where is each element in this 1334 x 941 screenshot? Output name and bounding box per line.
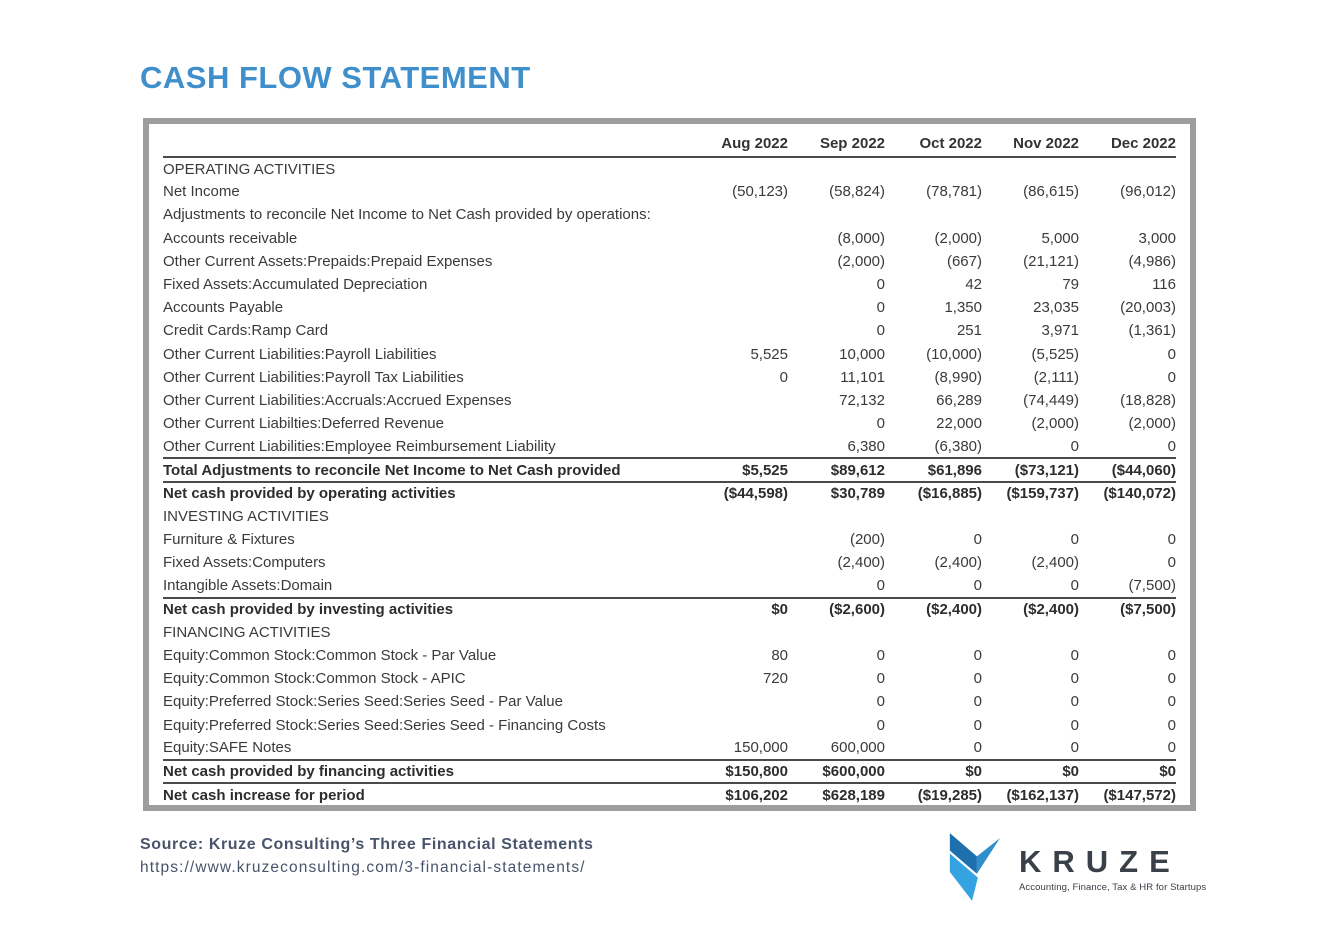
cell-value: $150,800 xyxy=(691,760,788,783)
cell-value: 0 xyxy=(1167,345,1176,363)
row-label: Other Current Liabilities:Payroll Liabilities xyxy=(163,345,437,363)
row-label: Net cash provided by financing activities xyxy=(163,760,691,783)
row-label: Adjustments to reconcile Net Income to Net Cash provided by operations: xyxy=(163,206,651,224)
table-row xyxy=(163,737,1176,760)
cell-value: (96,012) xyxy=(1120,183,1176,201)
table-row xyxy=(163,714,1176,737)
cell-value: $30,789 xyxy=(830,485,885,503)
cell-value: (78,781) xyxy=(926,183,982,201)
row-label: Equity:Common Stock:Common Stock - Par Value xyxy=(163,647,497,665)
kruze-logo-mark-icon xyxy=(945,831,1003,903)
cell-value: 0 xyxy=(876,670,885,688)
row-label: Intangible Assets:Domain xyxy=(163,576,333,594)
cell-value: 66,289 xyxy=(936,391,982,409)
row-label: Accounts receivable xyxy=(163,229,298,247)
table-row xyxy=(163,598,1176,621)
cell-value: 0 xyxy=(973,531,982,549)
cell-value: $0 xyxy=(885,760,982,783)
cell-value xyxy=(691,250,788,273)
cell-value: (50,123) xyxy=(732,183,788,201)
cell-value xyxy=(691,203,788,226)
row-label: Equity:Preferred Stock:Series Seed:Series Seed - Par Value xyxy=(163,693,563,711)
cell-value: ($2,400) xyxy=(885,598,982,621)
cell-value: 3,000 xyxy=(1138,229,1176,247)
cell-value: 42 xyxy=(965,276,982,294)
table-row xyxy=(163,180,1176,203)
row-label: Fixed Assets:Computers xyxy=(163,554,326,572)
cell-value: 72,132 xyxy=(839,391,885,409)
cell-value: $0 xyxy=(982,760,1079,783)
cell-value: (2,000) xyxy=(837,252,885,270)
cell-value: 0 xyxy=(1070,437,1079,455)
cell-value: 150,000 xyxy=(733,739,788,757)
cell-value: ($44,060) xyxy=(1079,458,1176,481)
cell-value: 0 xyxy=(876,576,885,594)
cell-value: (86,615) xyxy=(1023,183,1079,201)
cell-value: 0 xyxy=(876,716,885,734)
cell-value xyxy=(1079,203,1176,226)
table-row xyxy=(163,551,1176,574)
cell-value: 5,000 xyxy=(1041,229,1079,247)
cell-value xyxy=(691,273,788,296)
cell-value: 0 xyxy=(1070,693,1079,711)
cell-value: (200) xyxy=(849,531,885,549)
cell-value xyxy=(1079,621,1176,644)
source-attribution xyxy=(140,836,594,854)
cell-value: 0 xyxy=(876,415,885,433)
table-header xyxy=(163,130,1176,157)
cell-value xyxy=(691,157,788,180)
cell-value: (2,400) xyxy=(837,554,885,572)
cell-value xyxy=(885,157,982,180)
row-label: Other Current Liabilities:Accruals:Accrued Expenses xyxy=(163,391,512,409)
table-row xyxy=(163,319,1176,342)
cell-value: (2,111) xyxy=(1033,368,1079,386)
cell-value: $61,896 xyxy=(885,458,982,481)
row-label: Net cash provided by investing activities xyxy=(163,598,691,621)
table-header-row xyxy=(163,130,1176,157)
row-label: Net cash increase for period xyxy=(163,786,365,804)
row-label: INVESTING ACTIVITIES xyxy=(163,507,329,525)
cell-value: ($162,137) xyxy=(1006,786,1079,804)
cell-value: $600,000 xyxy=(788,760,885,783)
cell-value: 251 xyxy=(956,322,982,340)
cell-value xyxy=(982,203,1079,226)
cell-value: 0 xyxy=(1167,554,1176,572)
row-label: Furniture & Fixtures xyxy=(163,531,295,549)
column-header-sep-2022: Sep 2022 xyxy=(788,130,885,157)
cell-value: 0 xyxy=(1167,647,1176,665)
cell-value xyxy=(691,389,788,412)
cell-value: (5,525) xyxy=(1031,345,1079,363)
cell-value: 0 xyxy=(973,670,982,688)
cell-value: 0 xyxy=(1167,739,1176,757)
kruze-logo xyxy=(945,831,1206,903)
cell-value: (8,990) xyxy=(934,368,982,386)
cell-value: 0 xyxy=(1070,647,1079,665)
cell-value xyxy=(788,621,885,644)
cell-value: (2,000) xyxy=(1031,415,1079,433)
cell-value: ($159,737) xyxy=(1006,485,1079,503)
cell-value: (20,003) xyxy=(1120,299,1176,317)
cell-value: ($16,885) xyxy=(917,485,982,503)
cell-value xyxy=(788,203,885,226)
row-label: Credit Cards:Ramp Card xyxy=(163,322,329,340)
table-row xyxy=(163,435,1176,458)
row-label: Net Income xyxy=(163,183,240,201)
cell-value: ($147,572) xyxy=(1103,786,1176,804)
cell-value: (2,400) xyxy=(1031,554,1079,572)
cell-value: 0 xyxy=(973,576,982,594)
table-row xyxy=(163,783,1176,806)
row-label: Other Current Liabilties:Deferred Revenue xyxy=(163,415,444,433)
cell-value: 0 xyxy=(1167,693,1176,711)
cell-value: (6,380) xyxy=(934,437,982,455)
table-row xyxy=(163,667,1176,690)
cell-value xyxy=(1079,157,1176,180)
cell-value: ($7,500) xyxy=(1079,598,1176,621)
cell-value xyxy=(885,203,982,226)
cell-value: (7,500) xyxy=(1128,576,1176,594)
table-row xyxy=(163,203,1176,226)
row-label-column-header xyxy=(163,130,691,157)
cell-value: 0 xyxy=(1167,368,1176,386)
cell-value: ($73,121) xyxy=(982,458,1079,481)
cell-value xyxy=(691,714,788,737)
cell-value: 0 xyxy=(1167,437,1176,455)
cell-value: $0 xyxy=(1079,760,1176,783)
cell-value: ($2,600) xyxy=(788,598,885,621)
cell-value: 0 xyxy=(876,693,885,711)
cell-value xyxy=(691,227,788,250)
table-row xyxy=(163,296,1176,319)
cell-value: 0 xyxy=(1070,670,1079,688)
source-url-link[interactable]: https://www.kruzeconsulting.com/3-financial-statements/ xyxy=(140,859,586,876)
table-row xyxy=(163,528,1176,551)
table-row xyxy=(163,273,1176,296)
cell-value xyxy=(691,528,788,551)
cell-value: 0 xyxy=(973,716,982,734)
row-label: Accounts Payable xyxy=(163,299,284,317)
column-header-dec-2022: Dec 2022 xyxy=(1079,130,1176,157)
cell-value: 0 xyxy=(1070,739,1079,757)
cell-value: 11,101 xyxy=(840,368,885,386)
cell-value: 0 xyxy=(1167,531,1176,549)
row-label: Net cash provided by operating activities xyxy=(163,485,456,503)
cell-value: (2,000) xyxy=(1128,415,1176,433)
row-label: Equity:Common Stock:Common Stock - APIC xyxy=(163,670,466,688)
kruze-logo-tagline: Accounting, Finance, Tax & HR for Startups xyxy=(1019,882,1207,893)
row-label: Fixed Assets:Accumulated Depreciation xyxy=(163,276,428,294)
cell-value: 0 xyxy=(973,739,982,757)
cell-value: 0 xyxy=(876,276,885,294)
cell-value xyxy=(885,505,982,528)
table-row xyxy=(163,644,1176,667)
cell-value: (2,400) xyxy=(934,554,982,572)
cell-value: $106,202 xyxy=(725,786,788,804)
cell-value: ($2,400) xyxy=(982,598,1079,621)
cell-value xyxy=(691,551,788,574)
cell-value: 3,971 xyxy=(1041,322,1079,340)
cell-value xyxy=(885,621,982,644)
cell-value xyxy=(691,412,788,435)
cell-value: 6,380 xyxy=(847,437,885,455)
source-label: Source: xyxy=(140,836,204,853)
cell-value: 5,525 xyxy=(750,345,788,363)
cell-value: (74,449) xyxy=(1023,391,1079,409)
cell-value: 0 xyxy=(973,647,982,665)
cell-value xyxy=(691,319,788,342)
cell-value xyxy=(691,435,788,458)
cell-value: 79 xyxy=(1062,276,1079,294)
cell-value: 0 xyxy=(876,299,885,317)
cell-value: ($19,285) xyxy=(917,786,982,804)
column-header-oct-2022: Oct 2022 xyxy=(885,130,982,157)
cell-value xyxy=(691,574,788,597)
cell-value: 0 xyxy=(876,322,885,340)
table-row xyxy=(163,482,1176,505)
cell-value xyxy=(982,621,1079,644)
cell-value: $89,612 xyxy=(788,458,885,481)
cell-value: (10,000) xyxy=(926,345,982,363)
table-row xyxy=(163,343,1176,366)
table-row xyxy=(163,412,1176,435)
cell-value xyxy=(691,621,788,644)
cell-value: $628,189 xyxy=(822,786,885,804)
cash-flow-statement-frame xyxy=(143,118,1196,811)
table-row xyxy=(163,366,1176,389)
kruze-logo-textblock xyxy=(1019,846,1206,893)
cell-value xyxy=(1079,505,1176,528)
cell-value xyxy=(788,157,885,180)
cell-value: 116 xyxy=(1152,276,1176,294)
cell-value: (4,986) xyxy=(1128,252,1176,270)
cell-value: (8,000) xyxy=(837,229,885,247)
cell-value: (1,361) xyxy=(1128,322,1176,340)
cell-value: (667) xyxy=(946,252,982,270)
row-label: Equity:Preferred Stock:Series Seed:Series Seed - Financing Costs xyxy=(163,716,606,734)
cell-value: (18,828) xyxy=(1120,391,1176,409)
section-header-row xyxy=(163,157,1176,180)
table-row xyxy=(163,574,1176,597)
cell-value: (21,121) xyxy=(1023,252,1079,270)
cell-value: $0 xyxy=(691,598,788,621)
cell-value xyxy=(691,505,788,528)
cell-value: ($44,598) xyxy=(723,485,788,503)
cell-value: 10,000 xyxy=(839,345,885,363)
source-text: Kruze Consulting’s Three Financial Statements xyxy=(203,836,594,853)
cell-value: (2,000) xyxy=(934,229,982,247)
table-row xyxy=(163,250,1176,273)
section-header-row xyxy=(163,621,1176,644)
cell-value: 0 xyxy=(1167,716,1176,734)
page-title: CASH FLOW STATEMENT xyxy=(140,60,531,95)
cell-value: 0 xyxy=(1070,531,1079,549)
cell-value: 600,000 xyxy=(830,739,885,757)
row-label: Other Current Liabilities:Employee Reimbursement Liability xyxy=(163,437,556,455)
section-header-row xyxy=(163,505,1176,528)
cell-value: $5,525 xyxy=(691,458,788,481)
table-row xyxy=(163,690,1176,713)
cell-value: 0 xyxy=(779,368,788,386)
table-row xyxy=(163,760,1176,783)
table-row xyxy=(163,227,1176,250)
cell-value: (58,824) xyxy=(829,183,885,201)
column-header-aug-2022: Aug 2022 xyxy=(691,130,788,157)
cell-value: 1,350 xyxy=(944,299,982,317)
cell-value: ($140,072) xyxy=(1103,485,1176,503)
row-label: OPERATING ACTIVITIES xyxy=(163,160,336,178)
row-label: FINANCING ACTIVITIES xyxy=(163,623,331,641)
cash-flow-table xyxy=(163,130,1176,806)
cell-value: 0 xyxy=(1070,576,1079,594)
cell-value: 720 xyxy=(762,670,788,688)
table-body xyxy=(163,157,1176,806)
cell-value xyxy=(788,505,885,528)
kruze-logo-wordmark: KRUZE xyxy=(1019,844,1181,879)
row-label: Total Adjustments to reconcile Net Income to Net Cash provided xyxy=(163,458,691,481)
column-header-nov-2022: Nov 2022 xyxy=(982,130,1079,157)
row-label: Equity:SAFE Notes xyxy=(163,739,292,757)
cell-value: 0 xyxy=(973,693,982,711)
cell-value xyxy=(691,296,788,319)
cell-value xyxy=(982,157,1079,180)
cell-value: 80 xyxy=(771,647,788,665)
row-label: Other Current Liabilities:Payroll Tax Liabilities xyxy=(163,368,464,386)
table-row xyxy=(163,458,1176,481)
cell-value: 22,000 xyxy=(936,415,982,433)
row-label: Other Current Assets:Prepaids:Prepaid Expenses xyxy=(163,252,493,270)
cell-value: 0 xyxy=(1070,716,1079,734)
cell-value xyxy=(982,505,1079,528)
cell-value: 23,035 xyxy=(1033,299,1079,317)
cell-value: 0 xyxy=(876,647,885,665)
cell-value: 0 xyxy=(1167,670,1176,688)
cell-value xyxy=(691,690,788,713)
table-row xyxy=(163,389,1176,412)
